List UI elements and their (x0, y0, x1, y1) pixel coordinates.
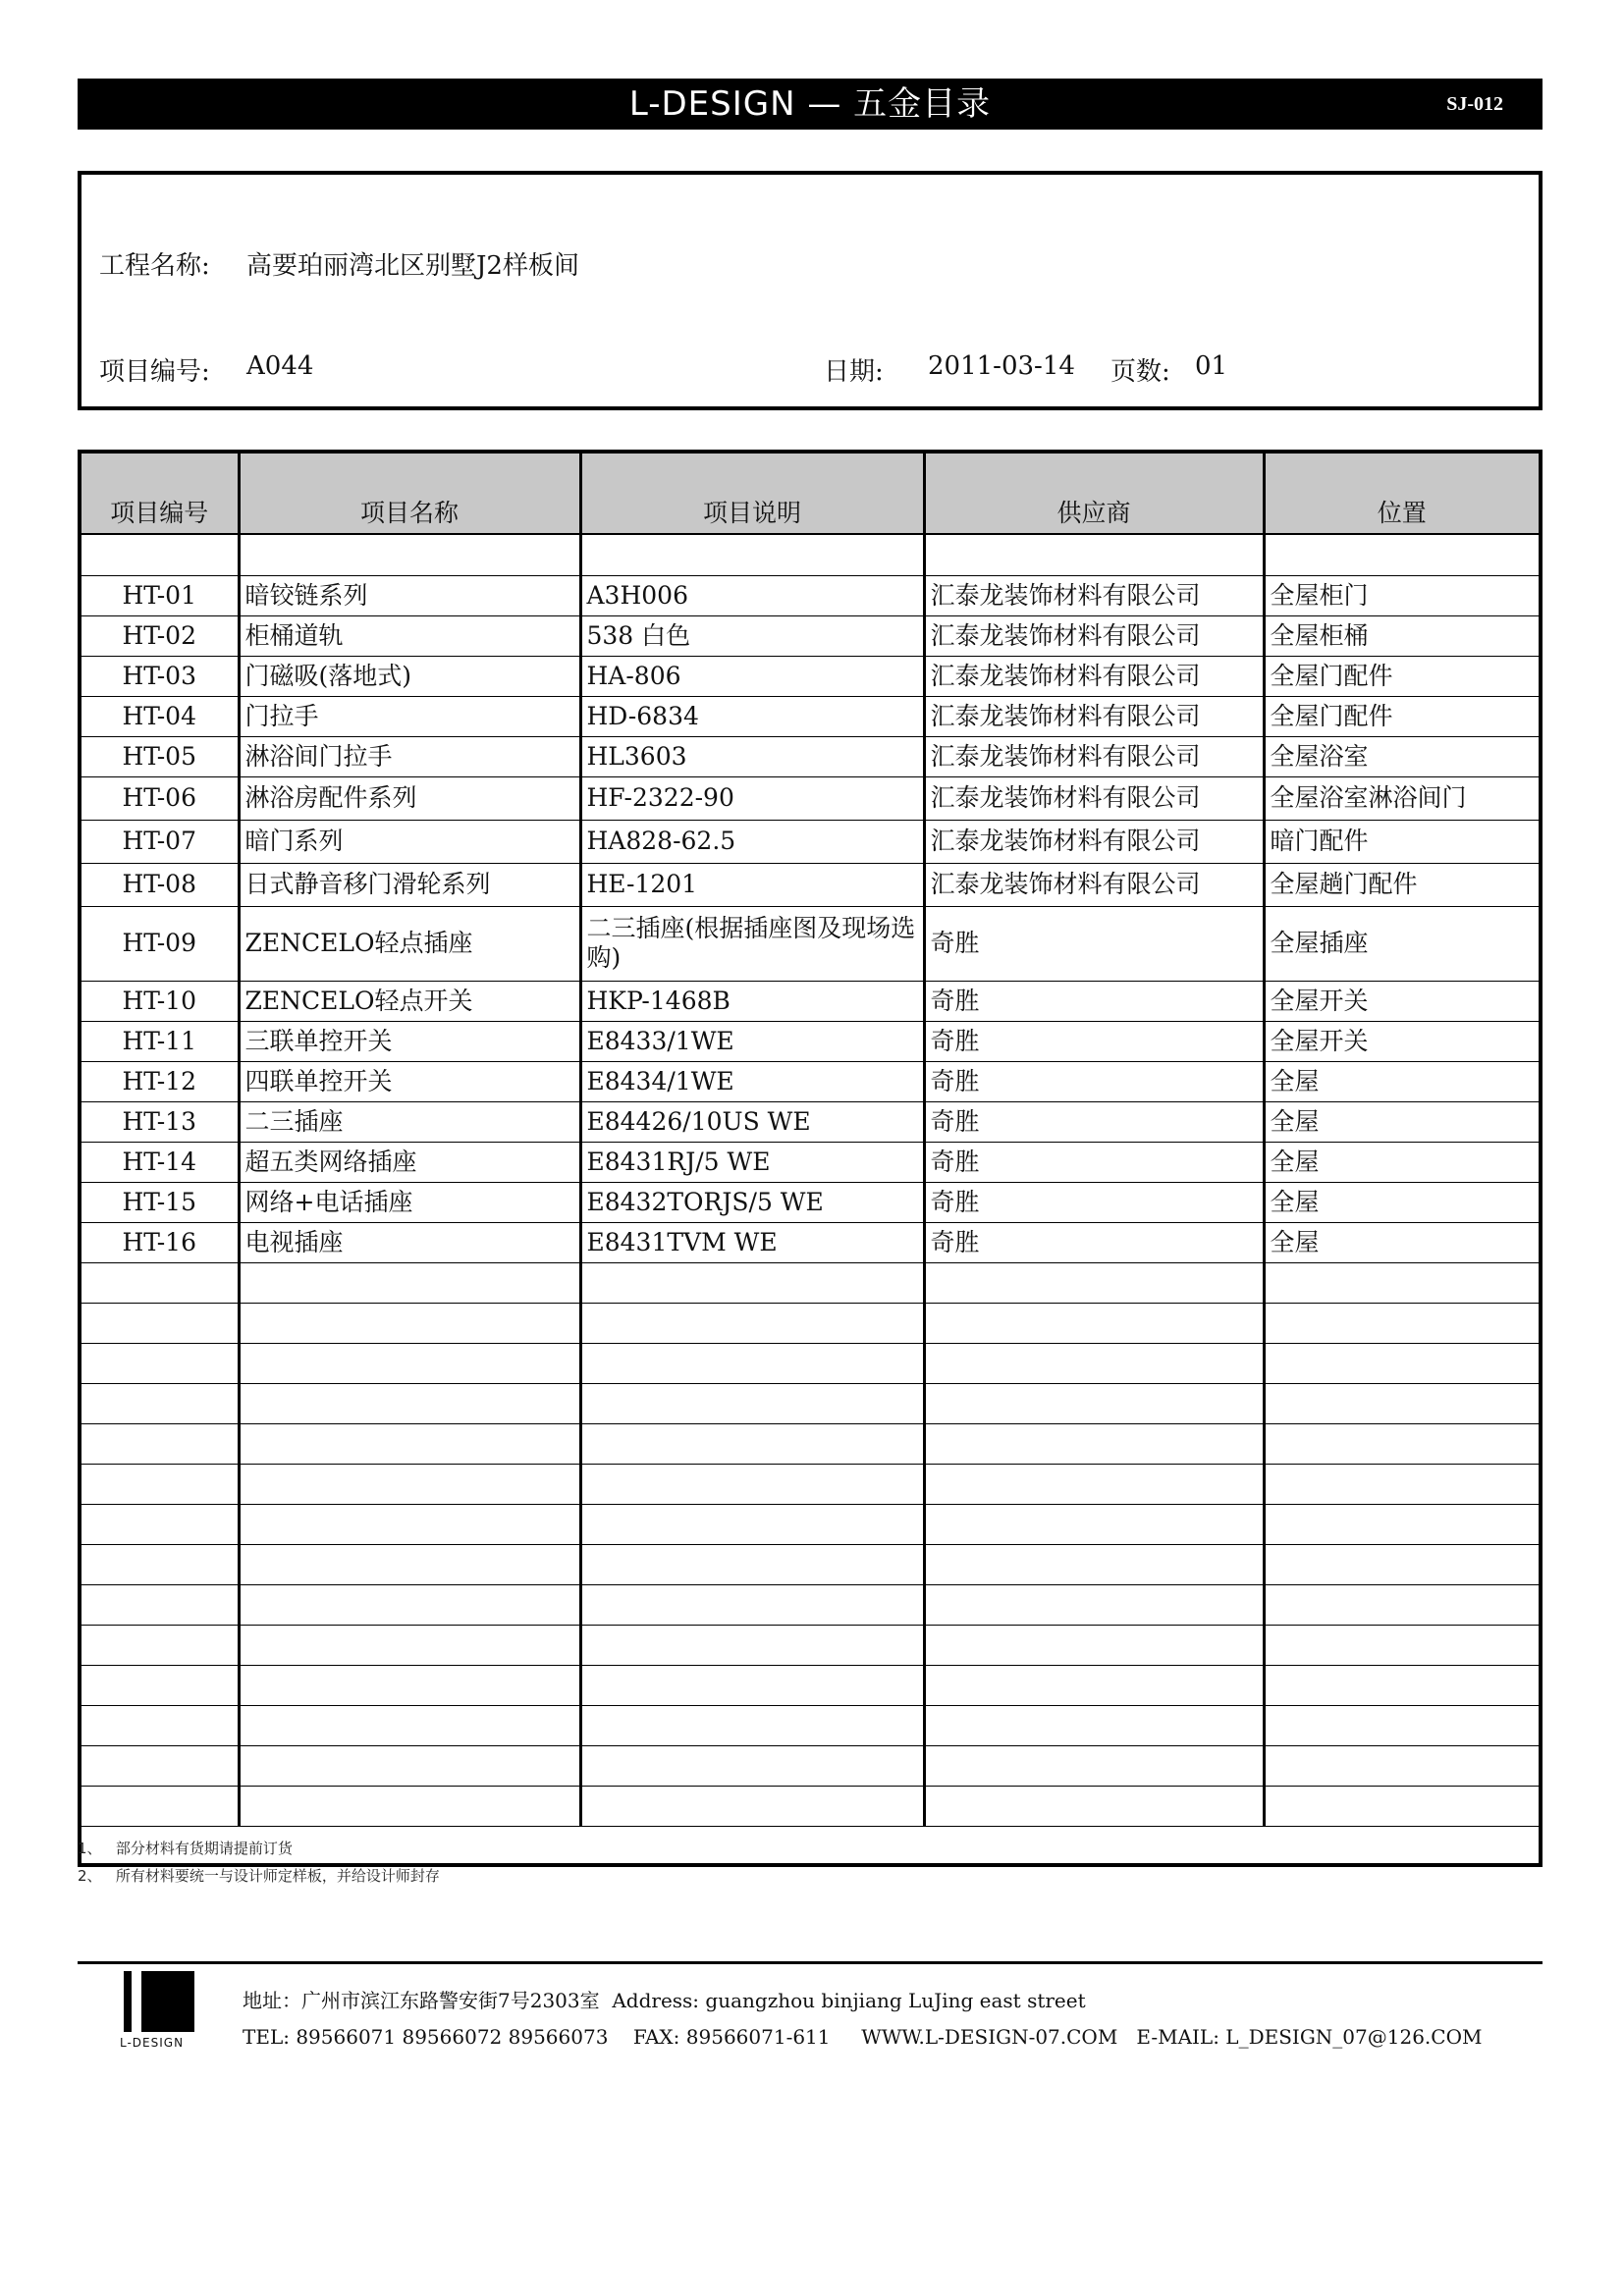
table-cell-location: 全屋浴室淋浴间门 (1264, 776, 1539, 820)
hardware-table (78, 450, 1543, 1867)
title-bar (78, 79, 1543, 130)
table-cell-empty (239, 1584, 580, 1625)
note-1: 1、 部分材料有货期请提前订货 (78, 1840, 293, 1857)
table-row (81, 656, 1539, 696)
table-cell-item-number: HT-10 (81, 981, 239, 1021)
pages-value: 01 (1195, 351, 1228, 381)
table-cell-item-name: 柜桶道轨 (239, 615, 580, 656)
table-row (81, 1061, 1539, 1101)
table-cell-location: 全屋开关 (1264, 981, 1539, 1021)
table-cell-description: 二三插座(根据插座图及现场选购) (580, 906, 924, 981)
table-row (81, 776, 1539, 820)
table-cell-empty (1264, 1544, 1539, 1584)
table-cell-description: E8434/1WE (580, 1061, 924, 1101)
table-cell-location: 全屋柜门 (1264, 575, 1539, 615)
column-header-item-number: 项目编号 (81, 454, 239, 534)
table-cell-supplier: 奇胜 (924, 1021, 1264, 1061)
table-cell-supplier: 奇胜 (924, 981, 1264, 1021)
table-cell-empty (580, 1423, 924, 1464)
table-cell-description: E8431TVM WE (580, 1222, 924, 1262)
table-cell-description: E8432TORJS/5 WE (580, 1182, 924, 1222)
column-header-supplier: 供应商 (924, 454, 1264, 534)
table-row (81, 615, 1539, 656)
table-row (81, 1222, 1539, 1262)
table-cell-empty (924, 1262, 1264, 1303)
table-cell-empty (580, 1705, 924, 1745)
table-cell-empty (239, 1423, 580, 1464)
table-empty-row (81, 1383, 1539, 1423)
table-cell-supplier: 汇泰龙装饰材料有限公司 (924, 736, 1264, 776)
table-cell-empty (1264, 1665, 1539, 1705)
table-empty-row (81, 1665, 1539, 1705)
table-cell-description: HA-806 (580, 656, 924, 696)
column-header-location: 位置 (1264, 454, 1539, 534)
table-cell-location: 全屋 (1264, 1222, 1539, 1262)
table-cell-empty (239, 1786, 580, 1826)
table-cell-item-number: HT-12 (81, 1061, 239, 1101)
table-cell-empty (580, 534, 924, 575)
footer-contact: TEL: 89566071 89566072 89566073 FAX: 89566071-611 WWW.L-DESIGN-07.COM E-MAIL: L_DESIGN_07@126.COM (243, 2025, 1483, 2049)
table-cell-description: E84426/10US WE (580, 1101, 924, 1142)
table-cell-supplier: 汇泰龙装饰材料有限公司 (924, 615, 1264, 656)
table-cell-empty (924, 1423, 1264, 1464)
table-cell-item-number: HT-01 (81, 575, 239, 615)
table-cell-item-name: 淋浴间门拉手 (239, 736, 580, 776)
table-cell-item-name: 二三插座 (239, 1101, 580, 1142)
logo-square (141, 1971, 194, 2032)
table-cell-item-number: HT-16 (81, 1222, 239, 1262)
table-cell-empty (81, 1504, 239, 1544)
table-cell-empty (580, 1625, 924, 1665)
table-header-row (81, 454, 1539, 534)
table-empty-row (81, 1464, 1539, 1504)
table-cell-empty (81, 1383, 239, 1423)
note-2: 2、 所有材料要统一与设计师定样板，并给设计师封存 (78, 1867, 440, 1885)
table-cell-empty (1264, 1745, 1539, 1786)
table-cell-empty (1264, 1423, 1539, 1464)
table-row (81, 1182, 1539, 1222)
table-cell-description: HL3603 (580, 736, 924, 776)
table-cell-item-number: HT-08 (81, 863, 239, 906)
table-cell-item-number: HT-06 (81, 776, 239, 820)
table-cell-item-name: ZENCELO轻点开关 (239, 981, 580, 1021)
table-cell-location: 全屋 (1264, 1142, 1539, 1182)
table-cell-empty (580, 1464, 924, 1504)
table-row (81, 863, 1539, 906)
table-cell-empty (580, 1343, 924, 1383)
table-cell-supplier: 汇泰龙装饰材料有限公司 (924, 820, 1264, 863)
date-label: 日期: (824, 357, 884, 387)
table-cell-location: 全屋 (1264, 1182, 1539, 1222)
table-cell-empty (1264, 1262, 1539, 1303)
table-cell-location: 暗门配件 (1264, 820, 1539, 863)
table-cell-item-number: HT-05 (81, 736, 239, 776)
table-row (81, 575, 1539, 615)
table-cell-empty (239, 1544, 580, 1584)
table-cell-supplier: 奇胜 (924, 1061, 1264, 1101)
table-cell-empty (1264, 534, 1539, 575)
table-cell-empty (81, 1625, 239, 1665)
table-cell-empty (81, 1544, 239, 1584)
table-cell-empty (1264, 1343, 1539, 1383)
table-cell-location: 全屋门配件 (1264, 656, 1539, 696)
table-row (81, 1101, 1539, 1142)
project-name-label: 工程名称: (99, 251, 210, 281)
table-cell-item-number: HT-04 (81, 696, 239, 736)
table-cell-empty (239, 1705, 580, 1745)
table-cell-supplier: 汇泰龙装饰材料有限公司 (924, 863, 1264, 906)
table-cell-supplier: 奇胜 (924, 1222, 1264, 1262)
table-cell-empty (239, 1625, 580, 1665)
table-cell-empty (580, 1383, 924, 1423)
table-cell-empty (1264, 1705, 1539, 1745)
table-cell-location: 全屋柜桶 (1264, 615, 1539, 656)
table-cell-supplier: 汇泰龙装饰材料有限公司 (924, 656, 1264, 696)
table-cell-description: A3H006 (580, 575, 924, 615)
table-cell-description: 538 白色 (580, 615, 924, 656)
table-empty-row (81, 1262, 1539, 1303)
logo-text: L-DESIGN (120, 2036, 185, 2050)
table-cell-empty (580, 1544, 924, 1584)
table-empty-row (81, 1343, 1539, 1383)
table-row (81, 696, 1539, 736)
table-cell-empty (924, 1303, 1264, 1343)
column-header-description: 项目说明 (580, 454, 924, 534)
table-cell-description: E8433/1WE (580, 1021, 924, 1061)
table-cell-empty (81, 1786, 239, 1826)
table-cell-empty (239, 1665, 580, 1705)
column-header-item-name: 项目名称 (239, 454, 580, 534)
table-cell-empty (924, 1464, 1264, 1504)
table-cell-item-name: 超五类网络插座 (239, 1142, 580, 1182)
table-cell-item-name: 四联单控开关 (239, 1061, 580, 1101)
table-cell-description: HF-2322-90 (580, 776, 924, 820)
table-cell-empty (81, 1423, 239, 1464)
table-cell-empty (81, 1464, 239, 1504)
table-cell-location: 全屋趟门配件 (1264, 863, 1539, 906)
pages-label: 页数: (1110, 357, 1170, 387)
table-cell-location: 全屋开关 (1264, 1021, 1539, 1061)
table-cell-location: 全屋插座 (1264, 906, 1539, 981)
table-cell-location: 全屋浴室 (1264, 736, 1539, 776)
table-cell-location: 全屋 (1264, 1101, 1539, 1142)
table-cell-empty (239, 1303, 580, 1343)
table-cell-empty (580, 1665, 924, 1705)
table-cell-empty (1264, 1625, 1539, 1665)
table-cell-empty (1264, 1584, 1539, 1625)
table-cell-item-name: 门磁吸(落地式) (239, 656, 580, 696)
table-empty-row (81, 1786, 1539, 1826)
table-cell-empty (81, 1303, 239, 1343)
table-cell-empty (924, 1745, 1264, 1786)
table-cell-empty (239, 1464, 580, 1504)
table-cell-description: HA828-62.5 (580, 820, 924, 863)
notes (78, 1838, 440, 1893)
table-cell-empty (81, 1745, 239, 1786)
table-cell-item-name: 网络+电话插座 (239, 1182, 580, 1222)
table-cell-empty (1264, 1303, 1539, 1343)
table-cell-empty (580, 1504, 924, 1544)
table-cell-empty (239, 1383, 580, 1423)
page-title: L-DESIGN — 五金目录 (628, 84, 992, 124)
table-cell-empty (239, 1262, 580, 1303)
table-cell-empty (580, 1584, 924, 1625)
table-row (81, 736, 1539, 776)
table-cell-empty (580, 1303, 924, 1343)
table-cell-item-number: HT-09 (81, 906, 239, 981)
table-cell-item-name: 暗铰链系列 (239, 575, 580, 615)
table-cell-empty (924, 1625, 1264, 1665)
table-empty-row (81, 1584, 1539, 1625)
table-cell-item-number: HT-14 (81, 1142, 239, 1182)
table-empty-row (81, 1303, 1539, 1343)
table-cell-item-name: 暗门系列 (239, 820, 580, 863)
date-value: 2011-03-14 (928, 351, 1075, 381)
table-cell-empty (239, 1343, 580, 1383)
table-cell-empty (1264, 1464, 1539, 1504)
table-cell-empty (239, 534, 580, 575)
table-cell-empty (924, 1383, 1264, 1423)
table-cell-empty (924, 1665, 1264, 1705)
footer-address: 地址：广州市滨江东路警安街7号2303室 Address: guangzhou binjiang LuJing east street (243, 1989, 1086, 2012)
table-cell-empty (924, 1343, 1264, 1383)
table-cell-empty (924, 1504, 1264, 1544)
table-empty-row (81, 1705, 1539, 1745)
table-cell-description: HKP-1468B (580, 981, 924, 1021)
table-cell-empty (1264, 1786, 1539, 1826)
table-cell-item-number: HT-02 (81, 615, 239, 656)
table-cell-supplier: 汇泰龙装饰材料有限公司 (924, 575, 1264, 615)
table-cell-item-number: HT-15 (81, 1182, 239, 1222)
logo-bar (124, 1971, 132, 2032)
table-cell-item-number: HT-13 (81, 1101, 239, 1142)
table-empty-row (81, 1745, 1539, 1786)
table-cell-item-name: 淋浴房配件系列 (239, 776, 580, 820)
table-row (81, 1021, 1539, 1061)
table-empty-row (81, 1625, 1539, 1665)
table-cell-empty (81, 1584, 239, 1625)
table-cell-item-name: 门拉手 (239, 696, 580, 736)
table-cell-empty (81, 1665, 239, 1705)
table-cell-empty (239, 1504, 580, 1544)
document-code: SJ-012 (1446, 93, 1503, 115)
table-row (81, 906, 1539, 981)
table-cell-supplier: 奇胜 (924, 1182, 1264, 1222)
company-logo (116, 1971, 204, 2064)
table-row (81, 1142, 1539, 1182)
project-number-value: A044 (246, 351, 314, 381)
project-info-box (78, 171, 1543, 410)
table-cell-empty (580, 1262, 924, 1303)
table-cell-item-number: HT-03 (81, 656, 239, 696)
table-cell-empty (580, 1786, 924, 1826)
project-name-value: 高要珀丽湾北区别墅J2样板间 (246, 251, 579, 281)
table-cell-description: E8431RJ/5 WE (580, 1142, 924, 1182)
table-empty-row (81, 1544, 1539, 1584)
table-cell-empty (81, 1262, 239, 1303)
table-cell-supplier: 汇泰龙装饰材料有限公司 (924, 696, 1264, 736)
table-cell-empty (81, 534, 239, 575)
table-cell-location: 全屋门配件 (1264, 696, 1539, 736)
table-cell-supplier: 奇胜 (924, 1142, 1264, 1182)
table-cell-empty (81, 1343, 239, 1383)
table-cell-item-name: ZENCELO轻点插座 (239, 906, 580, 981)
table-cell-location: 全屋 (1264, 1061, 1539, 1101)
table-cell-supplier: 奇胜 (924, 1101, 1264, 1142)
table-cell-description: HE-1201 (580, 863, 924, 906)
table-cell-supplier: 汇泰龙装饰材料有限公司 (924, 776, 1264, 820)
table-cell-empty (81, 1705, 239, 1745)
table-cell-empty (924, 534, 1264, 575)
table-spacer-row (81, 534, 1539, 575)
table-cell-empty (239, 1745, 580, 1786)
table-cell-empty (580, 1745, 924, 1786)
table-cell-empty (924, 1786, 1264, 1826)
table-row (81, 820, 1539, 863)
table-cell-description: HD-6834 (580, 696, 924, 736)
project-number-label: 项目编号: (99, 357, 210, 387)
table-cell-empty (1264, 1383, 1539, 1423)
table-cell-empty (1264, 1504, 1539, 1544)
table-cell-empty (924, 1584, 1264, 1625)
footer-divider (78, 1961, 1543, 1964)
table-empty-row (81, 1423, 1539, 1464)
table-cell-item-name: 三联单控开关 (239, 1021, 580, 1061)
table-cell-supplier: 奇胜 (924, 906, 1264, 981)
table-cell-empty (924, 1544, 1264, 1584)
table-cell-item-name: 电视插座 (239, 1222, 580, 1262)
table-row (81, 981, 1539, 1021)
table-cell-empty (924, 1705, 1264, 1745)
table-cell-item-number: HT-11 (81, 1021, 239, 1061)
table-empty-row (81, 1504, 1539, 1544)
table-cell-item-number: HT-07 (81, 820, 239, 863)
table-body (81, 534, 1539, 1826)
table-cell-item-name: 日式静音移门滑轮系列 (239, 863, 580, 906)
